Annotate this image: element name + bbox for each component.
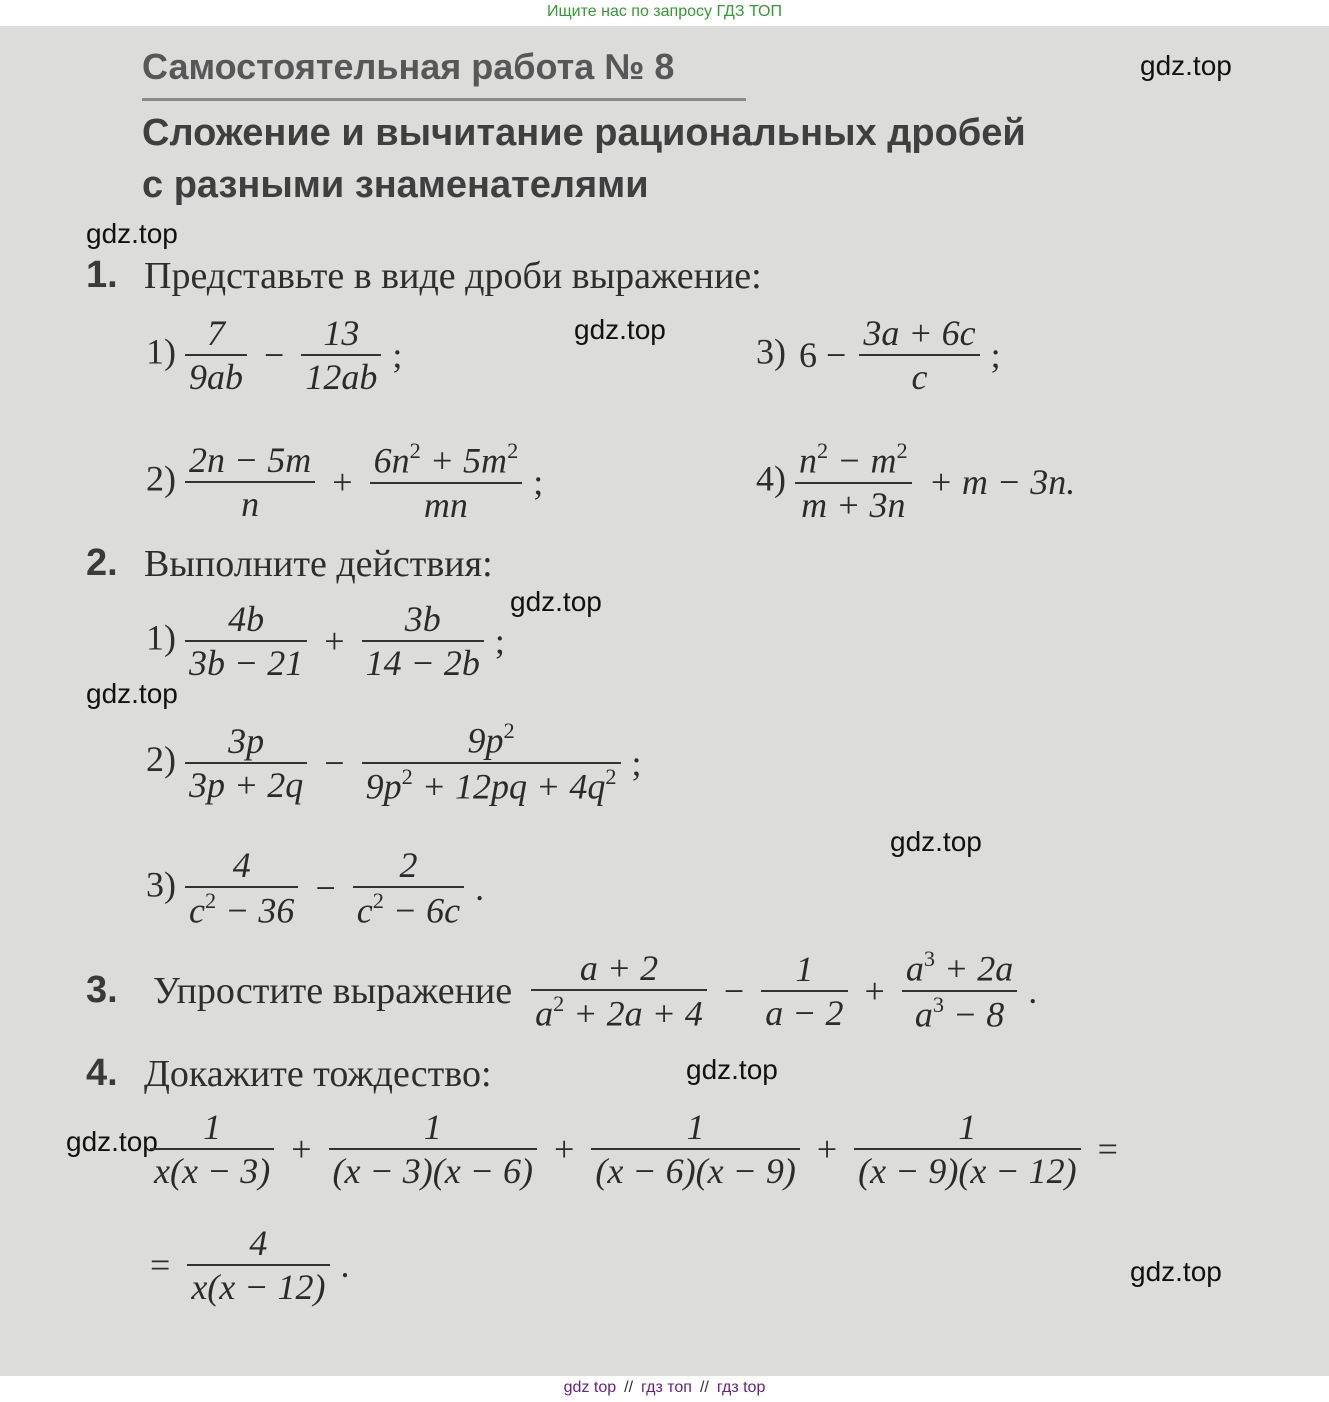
numerator (795, 438, 912, 484)
term: − m (828, 440, 897, 481)
fraction (795, 438, 912, 526)
fraction (761, 948, 847, 1035)
footer-link[interactable]: gdz top (563, 1379, 617, 1396)
numerator (370, 438, 523, 484)
operator: − (264, 335, 285, 376)
page-title: Самостоятельная работа № 8 (142, 46, 675, 87)
denominator: 3b − 21 (189, 643, 304, 684)
denominator: n (241, 484, 260, 525)
denominator: c (911, 357, 928, 398)
exponent: 2 (401, 763, 413, 789)
fraction (187, 1222, 329, 1309)
numerator: 3p (185, 720, 307, 764)
numerator (362, 718, 621, 764)
numerator: 4b (185, 598, 307, 642)
term: − 36 (216, 890, 295, 931)
numerator: 2n − 5m (185, 439, 315, 483)
operator: − (315, 868, 336, 909)
term: − 6c (383, 890, 461, 931)
exponent: 2 (507, 438, 519, 463)
operator: + (816, 1129, 838, 1170)
exponent: 2 (605, 763, 617, 789)
task-text: Упростите выражение (153, 969, 513, 1012)
fraction (370, 438, 523, 526)
fraction (854, 1106, 1081, 1193)
denominator: x(x − 3) (154, 1151, 271, 1192)
term: c (356, 890, 373, 931)
task-number: 1. (86, 254, 118, 296)
exponent: 2 (817, 438, 829, 463)
fraction (185, 720, 307, 807)
numerator (902, 946, 1017, 992)
exponent: 3 (932, 991, 944, 1017)
task1-item-1 (146, 312, 410, 399)
term: − 8 (943, 994, 1005, 1035)
numerator: 1 (854, 1106, 1081, 1150)
exponent: 2 (896, 438, 908, 463)
fraction (329, 1106, 538, 1193)
denominator: m + 3n (801, 484, 906, 525)
operator: + (332, 462, 353, 503)
punct: ; (631, 742, 642, 783)
numerator: 13 (301, 312, 381, 356)
task1-item-3 (756, 312, 1009, 399)
task-text: Выполните действия: (144, 543, 493, 585)
item-label: 4) (756, 458, 786, 499)
footer-separator: // (624, 1379, 634, 1396)
punct: ; (533, 462, 544, 503)
item-label: 3) (146, 864, 176, 905)
denominator: 14 − 2b (365, 643, 480, 684)
task4-identity-line-2 (150, 1222, 358, 1309)
exponent: 2 (503, 718, 515, 743)
term: + 2a (934, 948, 1014, 989)
term: 9p (365, 766, 402, 807)
punct: ; (990, 335, 1001, 376)
numerator: 2 (353, 844, 464, 888)
task3 (86, 946, 1045, 1036)
textbook-page (0, 26, 1329, 1376)
item-label: 2) (146, 739, 176, 780)
numerator: 4 (187, 1222, 329, 1266)
numerator: 3a + 6c (859, 312, 979, 356)
item-label: 2) (146, 458, 176, 499)
footer-link[interactable]: гдз top (716, 1379, 766, 1396)
term: a (535, 993, 554, 1034)
denominator (362, 764, 621, 808)
fraction (185, 312, 247, 399)
exponent: 2 (553, 991, 565, 1017)
denominator: (x − 3)(x − 6) (332, 1151, 534, 1192)
task-number: 4. (86, 1052, 118, 1094)
task1-item-2 (146, 438, 551, 526)
operator: = (150, 1245, 171, 1286)
term: n (799, 440, 817, 481)
term: a (914, 994, 933, 1035)
numerator: 1 (150, 1106, 274, 1150)
footer-link[interactable]: гдз топ (641, 1379, 692, 1396)
watermark: gdz.top (686, 1054, 778, 1085)
numerator: 1 (761, 948, 847, 992)
term: + 12pq + 4q (412, 766, 606, 807)
watermark: gdz.top (86, 678, 178, 709)
operator: − (324, 742, 345, 783)
denominator: (x − 9)(x − 12) (858, 1151, 1077, 1192)
operator: + (324, 621, 345, 662)
subtitle-line-1: Сложение и вычитание рациональных дробей (142, 112, 1026, 154)
denominator: a − 2 (765, 992, 844, 1033)
watermark: gdz.top (1140, 50, 1232, 81)
lead-term: 6 − (799, 335, 847, 376)
exponent: 2 (372, 888, 384, 914)
denominator (531, 991, 707, 1035)
term: 6n (373, 440, 410, 481)
watermark: gdz.top (574, 314, 666, 345)
fraction (301, 312, 381, 399)
denominator (353, 888, 464, 932)
fraction (185, 598, 307, 685)
task4-identity-line-1 (150, 1106, 1126, 1193)
item-label: 3) (756, 331, 786, 372)
denominator: 3p + 2q (189, 764, 304, 805)
fraction (185, 439, 315, 526)
fraction (902, 946, 1017, 1036)
term: c (189, 890, 205, 931)
numerator: 1 (591, 1106, 800, 1150)
numerator: 3b (362, 598, 484, 642)
task-text: Докажите тождество: (144, 1053, 492, 1095)
punct: . (475, 868, 485, 909)
exponent: 2 (204, 888, 217, 914)
fraction (150, 1106, 274, 1193)
term: a (905, 948, 924, 989)
denominator (185, 888, 298, 932)
task-number: 3. (86, 969, 118, 1012)
watermark: gdz.top (1130, 1256, 1222, 1287)
operator: + (291, 1129, 312, 1170)
subtitle-line-2: с разными знаменателями (142, 164, 649, 206)
item-label: 1) (146, 617, 176, 658)
denominator: mn (423, 484, 468, 525)
title-underline (142, 98, 746, 101)
exponent: 3 (923, 946, 935, 971)
numerator: 7 (185, 312, 247, 356)
denominator: x(x − 12) (191, 1267, 326, 1308)
top-banner[interactable]: Ищите нас по запросу ГДЗ ТОП (547, 3, 782, 20)
punct: . (1028, 970, 1038, 1011)
operator: − (723, 970, 745, 1011)
operator: + (864, 970, 885, 1011)
numerator: 1 (329, 1106, 538, 1150)
footer-links (0, 1376, 1329, 1402)
task2-item-2 (146, 718, 650, 808)
fraction (362, 718, 621, 808)
exponent: 2 (409, 438, 421, 463)
punct: ; (494, 621, 505, 662)
task1-item-4 (756, 438, 1083, 526)
task-number: 2. (86, 542, 118, 584)
watermark: gdz.top (510, 586, 602, 617)
numerator: a + 2 (531, 947, 707, 991)
watermark: gdz.top (86, 218, 178, 249)
term: 9p (467, 720, 504, 761)
punct: . (340, 1245, 350, 1286)
punct: ; (392, 335, 403, 376)
fraction (185, 844, 298, 932)
denominator (902, 992, 1017, 1036)
fraction (591, 1106, 800, 1193)
denominator: 9ab (189, 357, 243, 398)
task2-item-1 (146, 598, 513, 685)
watermark: gdz.top (66, 1126, 158, 1157)
task-text: Представьте в виде дроби выражение: (144, 255, 762, 297)
item-label: 1) (146, 331, 176, 372)
operator: + (554, 1129, 575, 1170)
operator: = (1097, 1129, 1118, 1170)
numerator: 4 (185, 844, 298, 888)
footer-separator: // (699, 1379, 709, 1396)
watermark: gdz.top (890, 826, 982, 857)
fraction (531, 947, 707, 1035)
denominator: (x − 6)(x − 9) (595, 1151, 796, 1192)
term: + 2a + 4 (564, 993, 703, 1034)
fraction (353, 844, 464, 932)
fraction (362, 598, 484, 685)
denominator: 12ab (305, 357, 378, 398)
task2-item-3 (146, 844, 492, 932)
fraction (859, 312, 979, 399)
term: + 5m (420, 440, 508, 481)
tail-terms: + m − 3n. (928, 462, 1076, 503)
